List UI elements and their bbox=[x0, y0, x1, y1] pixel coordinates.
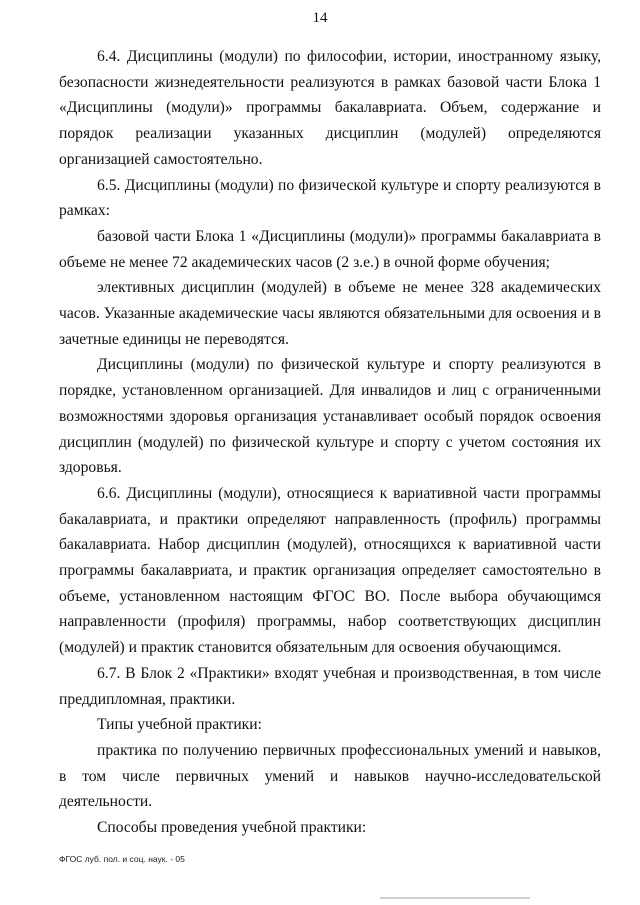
paragraph-practice-types: Типы учебной практики: bbox=[97, 716, 262, 734]
page-number: 14 bbox=[312, 10, 328, 26]
paragraph-6-6: 6.6. Дисциплины (модули), относящиеся к вариативной части программы бакалавриата, и практики определяют направленность (профиль) программы бакалавриата. Набор дисциплин (модулей), относящихся к вариативной части программы бакалавриата, и практик организация определяет самостоятельно в объеме, установленном настоящим ФГОС ВО. После выбора обучающимся направленности (профиля) программы, набор соответствующих дисциплин (модулей) и практик становится обязательным для освоения обучающимся. bbox=[59, 484, 601, 657]
document-body bbox=[59, 44, 601, 841]
paragraph-6-7: 6.7. В Блок 2 «Практики» входят учебная и производственная, в том числе преддипломная, практики. bbox=[59, 664, 601, 708]
paragraph-elective-hours: элективных дисциплин (модулей) в объеме не менее 328 академических часов. Указанные академические часы являются обязательными для освоения и в зачетные единицы не переводятся. bbox=[59, 279, 601, 348]
paragraph-physical-culture-order: Дисциплины (модули) по физической культуре и спорту реализуются в порядке, установленном организацией. Для инвалидов и лиц с ограниченными возможностями здоровья организация устанавливает особый порядок освоения дисциплин (модулей) по физической культуре и спорту с учетом состояния их здоровья. bbox=[59, 356, 601, 477]
paragraph-6-4: 6.4. Дисциплины (модули) по философии, истории, иностранному языку, безопасности жизнедеятельности реализуются в рамках базовой части Блока 1 «Дисциплины (модули)» программы бакалавриата. Объем, содержание и порядок реализации указанных дисциплин (модулей) определяются организацией самостоятельно. bbox=[59, 48, 601, 168]
paragraph-6-5: 6.5. Дисциплины (модули) по физической культуре и спорту реализуются в рамках: bbox=[59, 176, 601, 220]
paragraph-base-part-hours: базовой части Блока 1 «Дисциплины (модули)» программы бакалавриата в объеме не менее 72 академических часов (2 з.е.) в очной форме обучения; bbox=[59, 227, 601, 271]
scan-edge-mark bbox=[380, 897, 530, 899]
paragraph-primary-skills-practice: практика по получению первичных профессиональных умений и навыков, в том числе первичных умений и навыков научно-исследовательской деятельности. bbox=[59, 741, 601, 811]
footer-note: ФГОС луб. пол. и соц. наук. - 05 bbox=[59, 854, 185, 864]
paragraph-practice-methods: Способы проведения учебной практики: bbox=[97, 819, 367, 837]
